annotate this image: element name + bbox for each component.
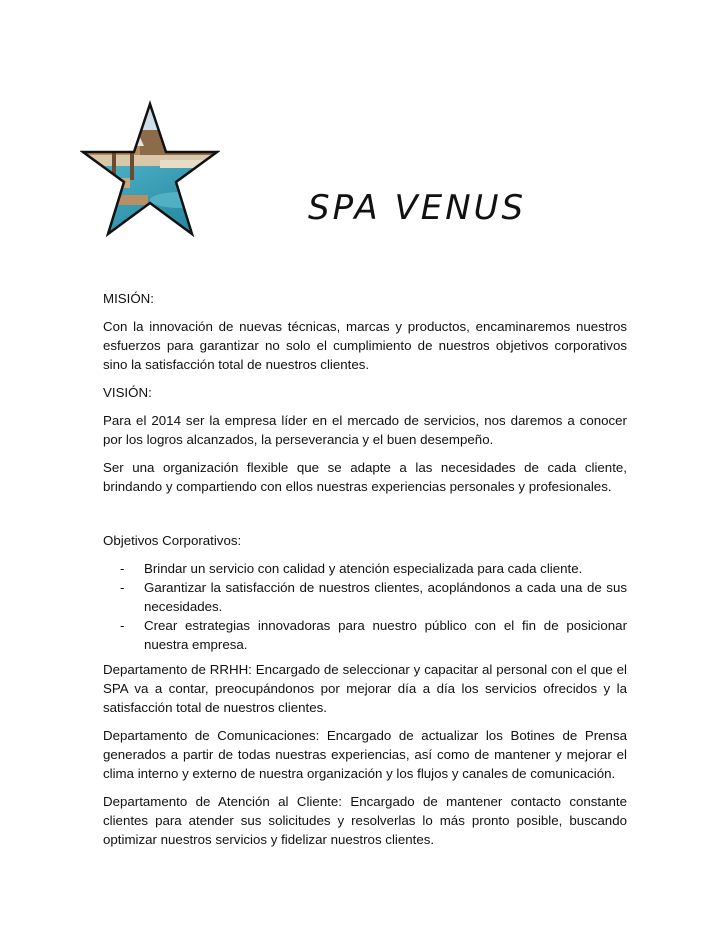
department-rrhh: Departamento de RRHH: Encargado de seleccionar y capacitar al personal con el que el SPA va a contar, preocupándonos por mejorar día a día los servicios ofrecidos y la satisfacción total de nuestros clientes.	[103, 662, 627, 715]
objective-text: Garantizar la satisfacción de nuestros clientes, acoplándonos a cada una de sus necesidades.	[144, 580, 627, 614]
page-title: SPA VENUS	[308, 188, 527, 228]
star-photo-logo-icon	[80, 100, 220, 238]
bullet-marker: -	[120, 618, 125, 633]
department-atencion-cliente: Departamento de Atención al Cliente: Encargado de mantener contacto constante clientes para atender sus solicitudes y resolverlas lo más pronto posible, buscando optimizar nuestros servicios y fidelizar nuestros clientes.	[103, 794, 627, 847]
mission-text: Con la innovación de nuevas técnicas, marcas y productos, encaminaremos nuestros esfuerzos para garantizar no solo el cumplimiento de nuestros objetivos corporativos sino la satisfacción total de nuestros clientes.	[103, 319, 627, 372]
bullet-marker: -	[120, 580, 125, 595]
list-item	[103, 578, 627, 616]
objective-text: Crear estrategias innovadoras para nuestro público con el fin de posicionar nuestra empresa.	[144, 618, 627, 652]
objectives-list	[103, 559, 627, 654]
vision-heading: VISIÓN:	[103, 385, 152, 400]
list-item	[103, 616, 627, 654]
objectives-heading: Objetivos Corporativos:	[103, 533, 242, 548]
bullet-marker: -	[120, 561, 125, 576]
vision-paragraph: Ser una organización flexible que se adapte a las necesidades de cada cliente, brindando y compartiendo con ellos nuestras experiencias personales y profesionales.	[103, 460, 627, 494]
list-item	[103, 559, 627, 578]
mission-heading: MISIÓN:	[103, 291, 154, 306]
objective-text: Brindar un servicio con calidad y atención especializada para cada cliente.	[144, 561, 583, 576]
vision-paragraph: Para el 2014 ser la empresa líder en el mercado de servicios, nos daremos a conocer por los logros alcanzados, la perseverancia y el buen desempeño.	[103, 413, 627, 447]
document-body	[103, 289, 627, 858]
department-comunicaciones: Departamento de Comunicaciones: Encargado de actualizar los Botines de Prensa generados a partir de todas nuestras experiencias, así como de mantener y mejorar el clima interno y externo de nuestra organización y los flujos y canales de comunicación.	[103, 728, 627, 781]
